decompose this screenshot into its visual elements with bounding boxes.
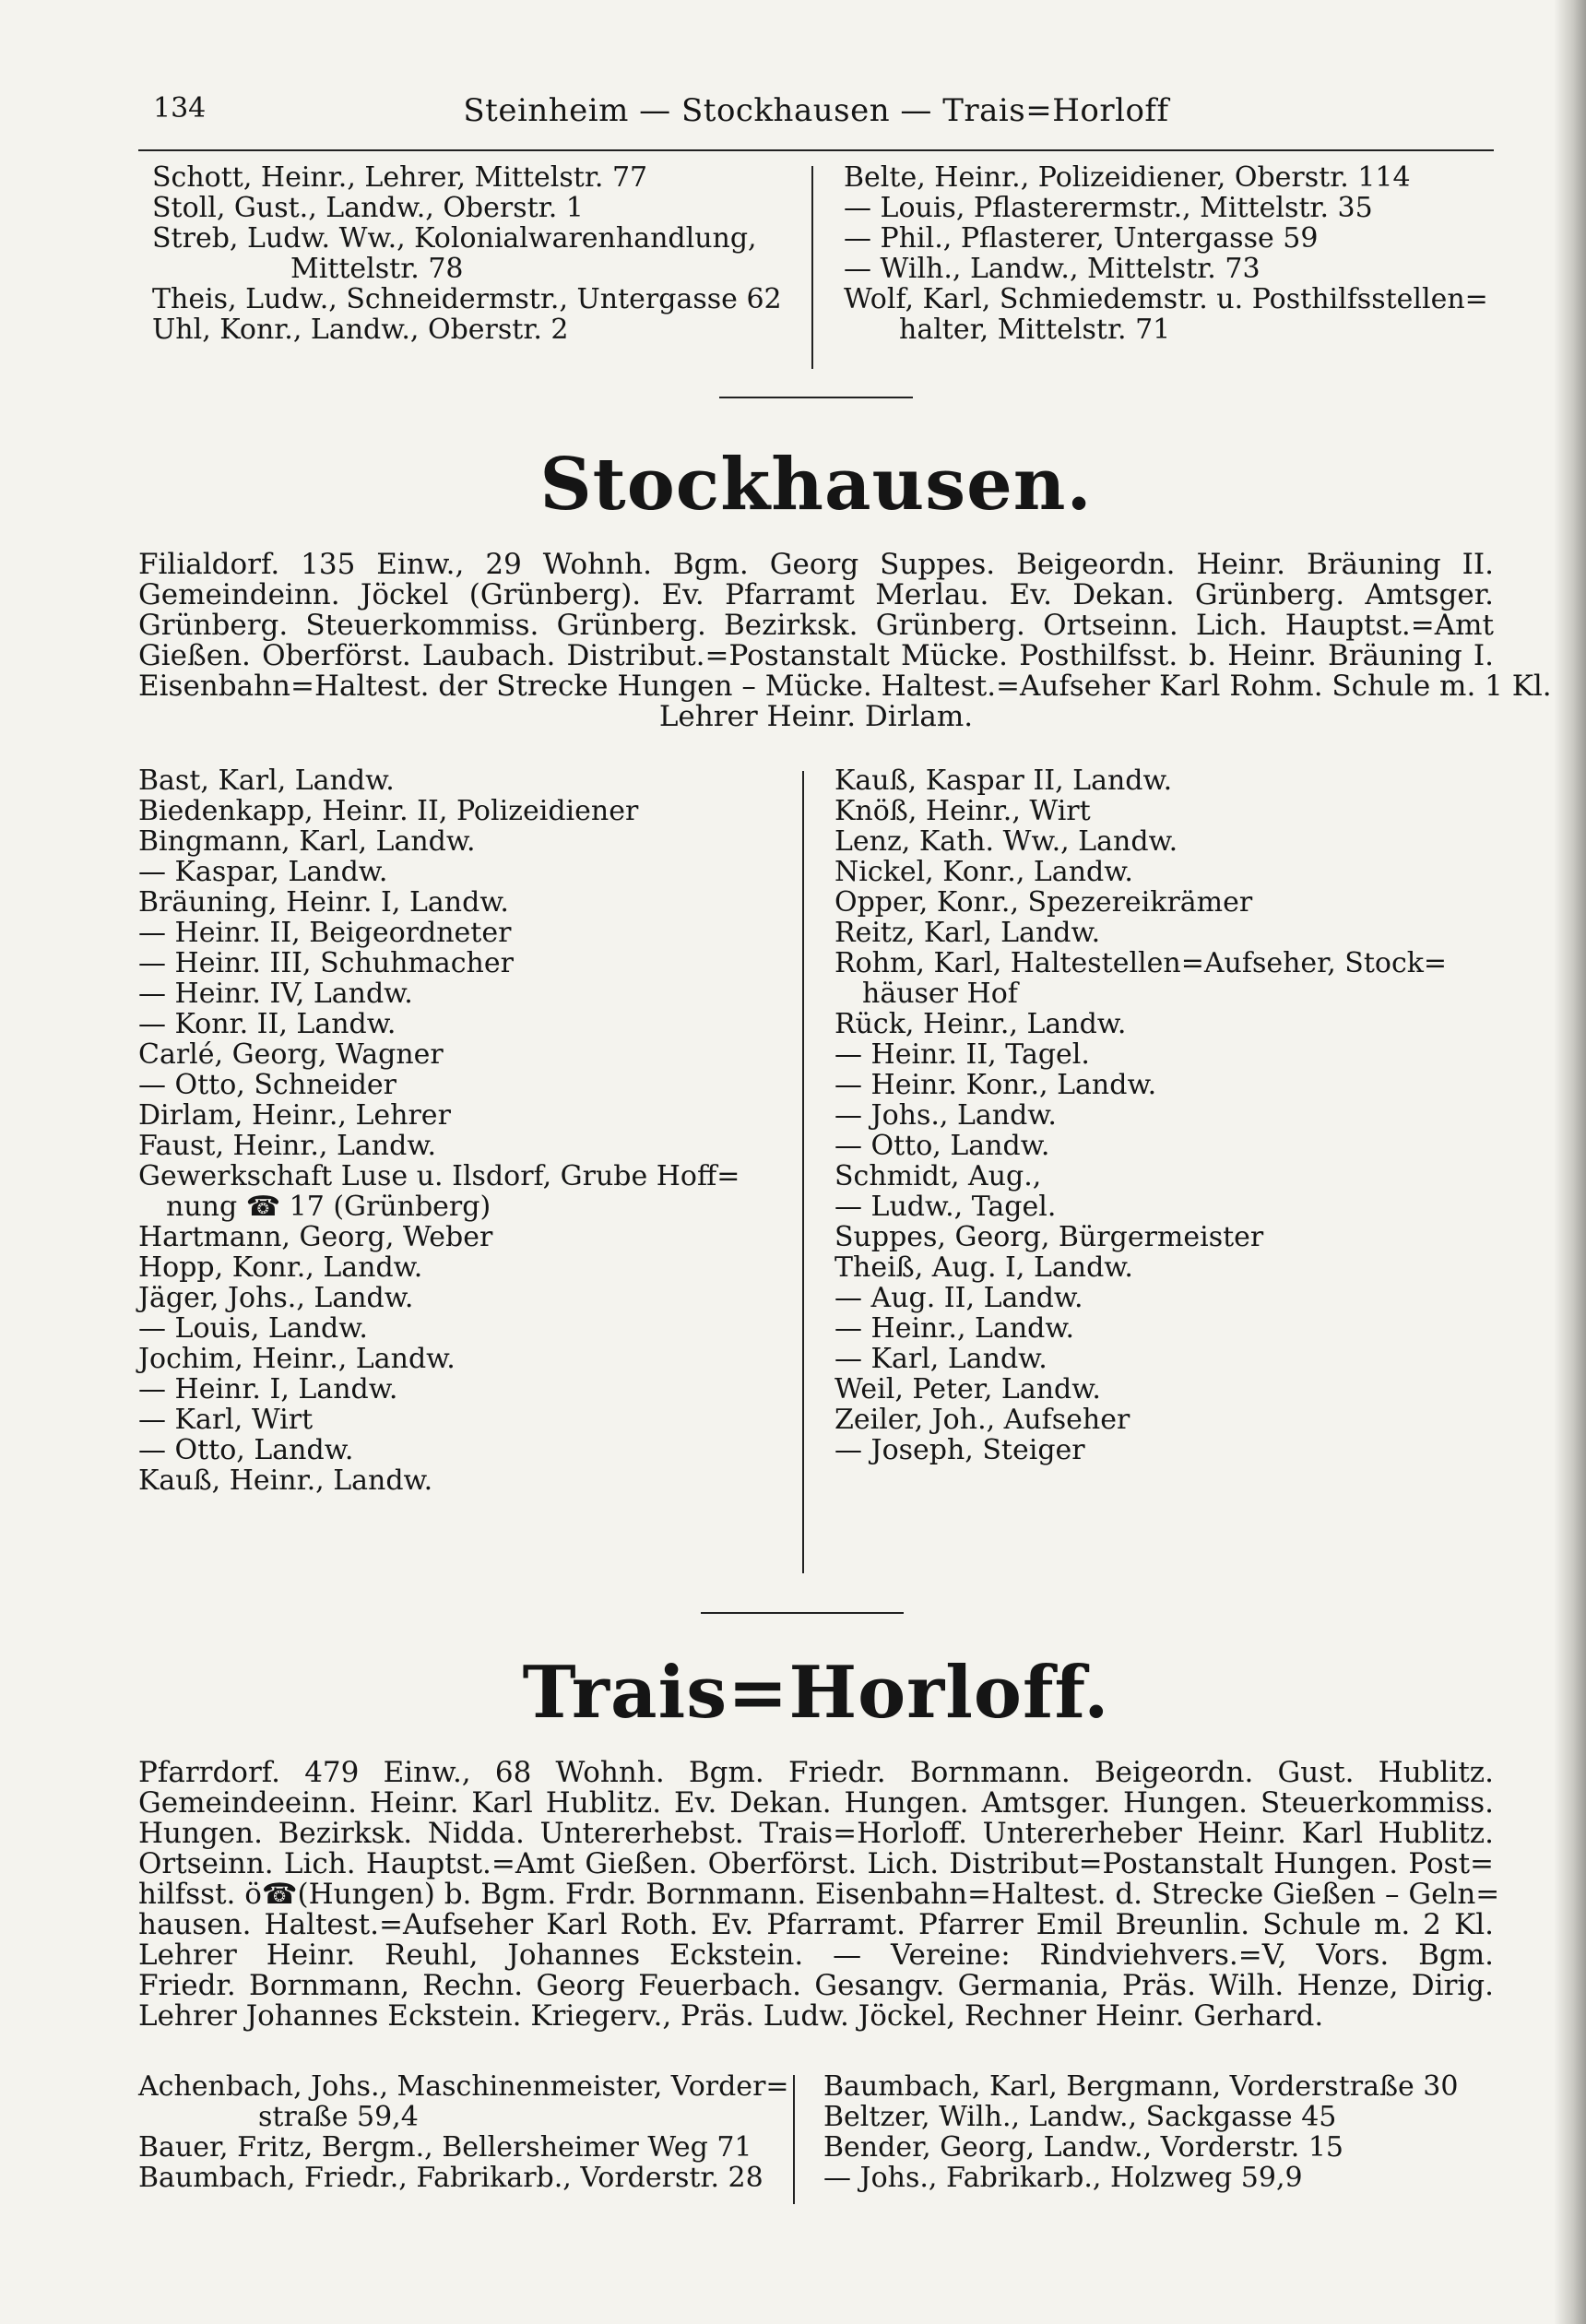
directory-entry: Nickel, Konr., Landw. [834, 856, 1133, 888]
section-rule [719, 397, 913, 398]
steinheim-right-column [844, 162, 1489, 345]
directory-entry: Schmidt, Aug., [834, 1160, 1042, 1192]
directory-entry: — Joseph, Steiger [834, 1434, 1085, 1466]
directory-entry: — Karl, Landw. [834, 1343, 1047, 1375]
directory-entry: Bauer, Fritz, Bergm., Bellersheimer Weg 71 [138, 2131, 752, 2164]
directory-entry: Bender, Georg, Landw., Vorderstr. 15 [823, 2131, 1344, 2164]
directory-entry: — Heinr. II, Beigeordneter [138, 917, 512, 949]
directory-entry: — Johs., Landw. [834, 1099, 1057, 1132]
intro-line: Gemeindeeinn. Heinr. Karl Hublitz. Ev. Dekan. Hungen. Amtsger. Hungen. Steuerkommiss. [138, 1786, 1494, 1820]
directory-entry: Belte, Heinr., Polizeidiener, Oberstr. 114 [844, 161, 1411, 194]
column-divider [811, 166, 813, 369]
directory-entry: — Heinr., Landw. [834, 1312, 1075, 1345]
page-header [138, 92, 1494, 148]
directory-entry: Zeiler, Joh., Aufseher [834, 1404, 1130, 1436]
running-head: Steinheim — Stockhausen — Trais=Horloff [463, 92, 1169, 129]
directory-entry: Lenz, Kath. Ww., Landw. [834, 825, 1178, 858]
section-title-stockhausen: Stockhausen. [539, 443, 1093, 527]
stockhausen-intro [138, 548, 1552, 733]
directory-entry-continuation: nung ☎ 17 (Grünberg) [166, 1191, 491, 1223]
directory-entry: Stoll, Gust., Landw., Oberstr. 1 [152, 192, 584, 224]
trais-horloff-right-column [823, 2071, 1487, 2193]
intro-line: Gießen. Oberförst. Laubach. Distribut.=Postanstalt Mücke. Posthilfsst. b. Heinr. Bräuning I. [138, 639, 1494, 672]
intro-line: hilfsst. ö☎(Hungen) b. Bgm. Frdr. Bornmann. Eisenbahn=Haltest. d. Strecke Gießen – Geln= [138, 1878, 1500, 1911]
column-divider [802, 771, 804, 1573]
directory-entry: Schott, Heinr., Lehrer, Mittelstr. 77 [152, 161, 648, 194]
intro-line: Gemeindeinn. Jöckel (Grünberg). Ev. Pfarramt Merlau. Ev. Dekan. Grünberg. Amtsger. [138, 578, 1494, 611]
column-divider [793, 2075, 795, 2204]
directory-entry: Dirlam, Heinr., Lehrer [138, 1099, 451, 1132]
page-spine-shadow [1555, 0, 1586, 2324]
directory-entry: — Aug. II, Landw. [834, 1282, 1083, 1314]
directory-entry-continuation: straße 59,4 [258, 2101, 419, 2133]
directory-entry: Bingmann, Karl, Landw. [138, 825, 476, 858]
directory-entry: — Louis, Pflasterermstr., Mittelstr. 35 [844, 192, 1373, 224]
directory-entry: Faust, Heinr., Landw. [138, 1130, 436, 1162]
directory-entry: Weil, Peter, Landw. [834, 1373, 1101, 1405]
directory-entry: Knöß, Heinr., Wirt [834, 795, 1091, 827]
directory-entry: Jäger, Johs., Landw. [138, 1282, 414, 1314]
directory-entry: Theiß, Aug. I, Landw. [834, 1251, 1133, 1284]
directory-entry: Theis, Ludw., Schneidermstr., Untergasse 62 [152, 283, 782, 315]
trais-horloff-left-column [138, 2070, 789, 2194]
section-rule [701, 1612, 904, 1614]
directory-entry: — Phil., Pflasterer, Untergasse 59 [844, 222, 1319, 255]
intro-line: Friedr. Bornmann, Rechn. Georg Feuerbach. Gesangv. Germania, Präs. Wilh. Henze, Dirig. [138, 1969, 1494, 2002]
intro-line: hausen. Haltest.=Aufseher Karl Roth. Ev. Pfarramt. Pfarrer Emil Breunlin. Schule m. 2 Kl. [138, 1908, 1494, 1941]
directory-entry: Baumbach, Friedr., Fabrikarb., Vorderstr. 28 [138, 2162, 763, 2194]
directory-entry-continuation: halter, Mittelstr. 71 [899, 314, 1171, 346]
directory-entry: Jochim, Heinr., Landw. [138, 1343, 456, 1375]
directory-entry: Rück, Heinr., Landw. [834, 1008, 1127, 1040]
directory-entry: Bräuning, Heinr. I, Landw. [138, 886, 509, 919]
directory-entry: Streb, Ludw. Ww., Kolonialwarenhandlung, [152, 222, 757, 255]
intro-line: Ortseinn. Lich. Hauptst.=Amt Gießen. Oberförst. Lich. Distribut=Postanstalt Hungen. Post= [138, 1847, 1494, 1880]
directory-entry: Opper, Konr., Spezereikrämer [834, 886, 1253, 919]
directory-entry: Uhl, Konr., Landw., Oberstr. 2 [152, 314, 569, 346]
directory-entry: Achenbach, Johs., Maschinenmeister, Vorder= [138, 2070, 789, 2103]
intro-line: Grünberg. Steuerkommiss. Grünberg. Bezirksk. Grünberg. Ortseinn. Lich. Hauptst.=Amt [138, 609, 1494, 642]
directory-entry: Rohm, Karl, Haltestellen=Aufseher, Stock= [834, 947, 1448, 979]
directory-entry: — Heinr. Konr., Landw. [834, 1069, 1157, 1101]
directory-entry: — Karl, Wirt [138, 1404, 314, 1436]
intro-line: Lehrer Johannes Eckstein. Kriegerv., Präs. Ludw. Jöckel, Rechner Heinr. Gerhard. [138, 1999, 1324, 2033]
directory-entry: Kauß, Kaspar II, Landw. [834, 765, 1173, 797]
directory-entry: Beltzer, Wilh., Landw., Sackgasse 45 [823, 2101, 1337, 2133]
directory-entry: — Kaspar, Landw. [138, 856, 388, 888]
page-number: 134 [153, 92, 207, 125]
directory-entry: Wolf, Karl, Schmiedemstr. u. Posthilfsstellen= [844, 283, 1488, 315]
directory-entry: — Heinr. IV, Landw. [138, 978, 413, 1010]
intro-line: Eisenbahn=Haltest. der Strecke Hungen – Mücke. Haltest.=Aufseher Karl Rohm. Schule m. 1 Kl. [138, 670, 1552, 703]
directory-entry: Baumbach, Karl, Bergmann, Vorderstraße 30 [823, 2070, 1459, 2103]
directory-entry: — Ludw., Tagel. [834, 1191, 1057, 1223]
directory-entry: — Konr. II, Landw. [138, 1008, 396, 1040]
steinheim-left-column [152, 162, 798, 345]
trais-horloff-intro [138, 1756, 1500, 2033]
header-rule [138, 149, 1494, 151]
directory-entry: Carlé, Georg, Wagner [138, 1038, 444, 1071]
directory-entry: Bast, Karl, Landw. [138, 765, 395, 797]
directory-entry: — Wilh., Landw., Mittelstr. 73 [844, 253, 1261, 285]
directory-entry: Gewerkschaft Luse u. Ilsdorf, Grube Hoff= [138, 1160, 740, 1192]
stockhausen-right-column [834, 765, 1489, 1465]
directory-entry: — Otto, Landw. [834, 1130, 1050, 1162]
directory-entry-continuation: häuser Hof [862, 978, 1018, 1010]
intro-line: Filialdorf. 135 Einw., 29 Wohnh. Bgm. Georg Suppes. Beigeordn. Heinr. Bräuning II. [138, 548, 1494, 581]
directory-entry: Hartmann, Georg, Weber [138, 1221, 493, 1253]
directory-entry: Kauß, Heinr., Landw. [138, 1464, 433, 1497]
directory-entry: Hopp, Konr., Landw. [138, 1251, 423, 1284]
directory-entry: Reitz, Karl, Landw. [834, 917, 1101, 949]
directory-entry: — Heinr. III, Schuhmacher [138, 947, 514, 979]
directory-entry-continuation: Mittelstr. 78 [290, 253, 464, 285]
directory-entry: — Heinr. I, Landw. [138, 1373, 398, 1405]
directory-entry: — Otto, Landw. [138, 1434, 354, 1466]
intro-line: Pfarrdorf. 479 Einw., 68 Wohnh. Bgm. Friedr. Bornmann. Beigeordn. Gust. Hublitz. [138, 1756, 1494, 1789]
intro-line: Hungen. Bezirksk. Nidda. Untererhebst. Trais=Horloff. Untererheber Heinr. Karl Hublitz. [138, 1817, 1494, 1850]
directory-entry: — Heinr. II, Tagel. [834, 1038, 1090, 1071]
directory-entry: — Otto, Schneider [138, 1069, 397, 1101]
directory-entry: Suppes, Georg, Bürgermeister [834, 1221, 1264, 1253]
directory-entry: Biedenkapp, Heinr. II, Polizeidiener [138, 795, 639, 827]
directory-entry: — Johs., Fabrikarb., Holzweg 59,9 [823, 2162, 1303, 2194]
directory-entry: — Louis, Landw. [138, 1312, 368, 1345]
intro-line: Lehrer Heinr. Reuhl, Johannes Eckstein. — Vereine: Rindviehvers.=V, Vors. Bgm. [138, 1939, 1494, 1972]
stockhausen-left-column [138, 765, 802, 1496]
intro-line: Lehrer Heinr. Dirlam. [658, 700, 974, 733]
section-title-trais-horloff: Trais=Horloff. [522, 1651, 1110, 1735]
